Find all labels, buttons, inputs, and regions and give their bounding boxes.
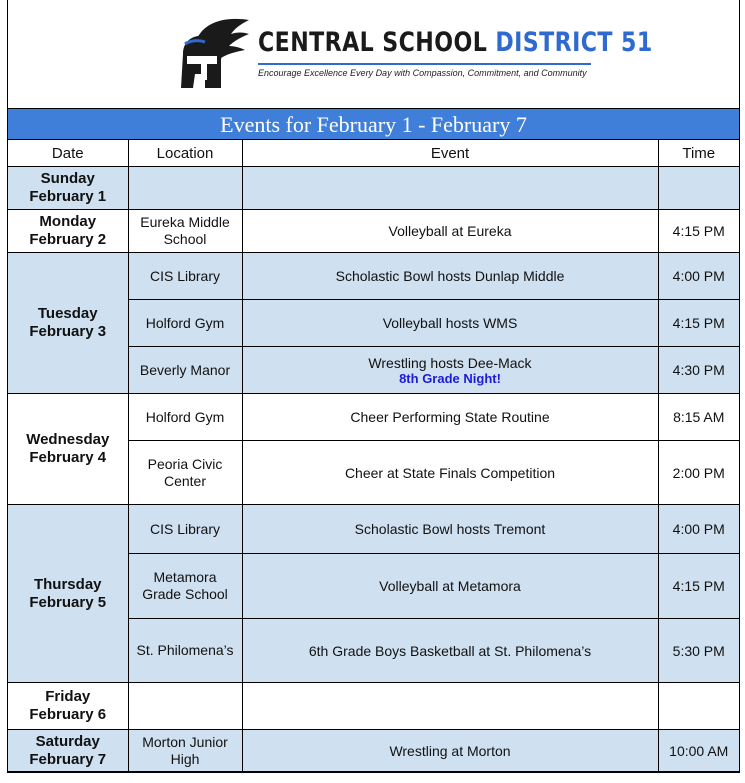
event-title: Wrestling hosts Dee-Mack [368, 354, 532, 371]
time-cell [658, 683, 739, 730]
event-cell: Scholastic Bowl hosts Tremont [242, 505, 658, 554]
location-cell: Holford Gym [128, 394, 242, 441]
event-cell: Wrestling at Morton [242, 730, 658, 772]
time-cell: 5:30 PM [658, 619, 739, 683]
event-cell: Volleyball at Metamora [242, 554, 658, 619]
location-cell: Peoria Civic Center [128, 441, 242, 505]
location-cell: Eureka Middle School [128, 210, 242, 253]
column-header-location: Location [128, 140, 242, 167]
district-name: CENTRAL SCHOOL DISTRICT 51 [258, 27, 653, 58]
event-cell: Cheer at State Finals Competition [242, 441, 658, 505]
day-cell: Saturday February 7 [8, 730, 128, 772]
spartan-helmet-icon [165, 14, 253, 92]
location-cell: CIS Library [128, 505, 242, 554]
event-cell: Volleyball hosts WMS [242, 300, 658, 347]
time-cell [658, 167, 739, 210]
logo-divider [258, 63, 591, 65]
district-header [8, 0, 739, 109]
column-header-time: Time [658, 140, 739, 167]
time-cell: 4:00 PM [658, 505, 739, 554]
time-cell: 4:30 PM [658, 347, 739, 394]
events-banner: Events for February 1 - February 7 [8, 109, 739, 140]
table-row [8, 253, 739, 300]
event-cell: Volleyball at Eureka [242, 210, 658, 253]
district-tagline: Encourage Excellence Every Day with Compassion, Commitment, and Community [258, 68, 587, 78]
time-cell: 4:00 PM [658, 253, 739, 300]
event-cell [242, 347, 658, 394]
table-row [8, 505, 739, 554]
location-cell [128, 683, 242, 730]
column-header-event: Event [242, 140, 658, 167]
time-cell: 8:15 AM [658, 394, 739, 441]
location-cell: St. Philomena’s [128, 619, 242, 683]
table-row [8, 730, 739, 772]
day-cell: Wednesday February 4 [8, 394, 128, 505]
time-cell: 4:15 PM [658, 554, 739, 619]
table-header-row [8, 140, 739, 167]
table-row [8, 167, 739, 210]
event-cell [242, 683, 658, 730]
time-cell: 4:15 PM [658, 210, 739, 253]
event-cell: 6th Grade Boys Basketball at St. Philomena’s [242, 619, 658, 683]
time-cell: 2:00 PM [658, 441, 739, 505]
location-cell: Metamora Grade School [128, 554, 242, 619]
events-table [8, 140, 739, 772]
location-cell: Holford Gym [128, 300, 242, 347]
day-cell: Thursday February 5 [8, 505, 128, 683]
time-cell: 10:00 AM [658, 730, 739, 772]
events-flyer [7, 0, 740, 773]
table-row [8, 394, 739, 441]
day-cell: Tuesday February 3 [8, 253, 128, 394]
day-cell: Sunday February 1 [8, 167, 128, 210]
day-cell: Monday February 2 [8, 210, 128, 253]
table-row [8, 210, 739, 253]
event-note: 8th Grade Night! [399, 370, 501, 386]
event-cell: Scholastic Bowl hosts Dunlap Middle [242, 253, 658, 300]
event-cell: Cheer Performing State Routine [242, 394, 658, 441]
event-cell [242, 167, 658, 210]
column-header-date: Date [8, 140, 128, 167]
location-cell: CIS Library [128, 253, 242, 300]
table-row [8, 683, 739, 730]
time-cell: 4:15 PM [658, 300, 739, 347]
day-cell: Friday February 6 [8, 683, 128, 730]
location-cell: Morton Junior High [128, 730, 242, 772]
location-cell [128, 167, 242, 210]
location-cell: Beverly Manor [128, 347, 242, 394]
